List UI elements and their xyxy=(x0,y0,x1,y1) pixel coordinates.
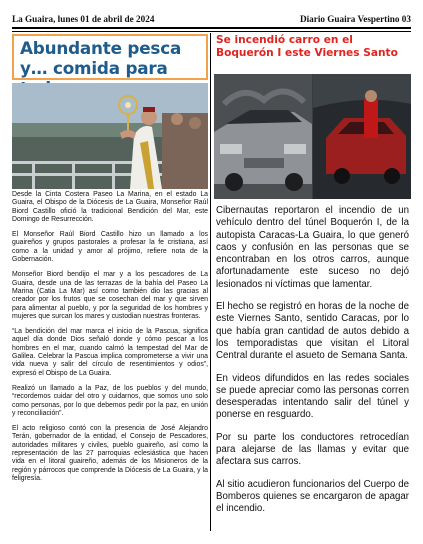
left-paragraph: El Monseñor Raúl Biord Castillo hizo un llamado a los guaireños y grupos pastorales a profesar la fe cristiana, así como a la unidad y amor al prójimo, refiere nota de la Gobernación. xyxy=(12,231,208,264)
left-paragraph: Desde la Cinta Costera Paseo La Marina, en el estado La Guaira, el Obispo de la Diócesis de La Guaira, Monseñor Raúl Biord Castillo ofició la tradicional Bendición del Mar, este Domingo de Resurrección. xyxy=(12,191,208,223)
bishop-blessing-photo xyxy=(12,83,208,189)
left-paragraph: “La bendición del mar marca el inicio de la Pascua, significa aquel día donde Dios señaló donde y cómo pescar a los hombres en el mar, cuando calmó la tempestad del Mar de Galilea. Celebrar la Pascua implica comprometerse a vivir una vida nueva y salir del círculo de resentimientos y odios”, expresó el Obispo de La Guaira. xyxy=(12,328,208,377)
top-rule xyxy=(12,27,411,29)
left-article-title: Abundante pesca y… comida para xyxy=(12,34,208,80)
column-divider xyxy=(210,33,211,531)
masthead-bar xyxy=(12,12,411,26)
left-article-body xyxy=(12,191,208,483)
right-article xyxy=(214,34,411,526)
left-article xyxy=(12,34,208,490)
dateline: La Guaira, lunes 01 de abril de 2024 xyxy=(12,14,155,24)
burned-car-photo xyxy=(214,74,411,199)
right-article-body xyxy=(214,205,411,516)
right-paragraph: Cibernautas reportaron el incendio de un vehículo dentro del túnel Boquerón I, de la autopista Caracas-La Guaira, lo que generó caos y confusión en las personas que se encontraban en los otros carros, aunque afortunadamente este suceso no dejó lesionados ni víctimas que lamentar. xyxy=(216,205,409,290)
left-paragraph: Realizó un llamado a la Paz, de los pueblos y del mundo, “recordemos cuidar del otro y cuidarnos, que somos uno solo como personas, por lo que debemos pedir por la paz, en unión y reconciliación”. xyxy=(12,384,208,417)
right-paragraph: Por su parte los conductores retrocedían para alejarse de las llamas y evitar que afectara sus carros. xyxy=(216,431,409,468)
right-paragraph: Al sitio acudieron funcionarios del Cuerpo de Bomberos quienes se encargaron de apagar el incendio. xyxy=(216,478,409,515)
left-paragraph: El acto religioso contó con la presencia de José Alejandro Terán, gobernador de la entidad, el Consejo de Pescadores, autoridades militares y civiles, pueblo guaireño, así como la representación de las 27 parroquias eclesiástica que hacen vida en el litoral guaireño, además de los Misioneros de la región y párrocos que comprende la Diócesis de La Guaira, y la feligresía. xyxy=(12,425,208,482)
right-article-title: Se incendió carro en el Boquerón I este Viernes Santo xyxy=(216,34,398,59)
burned-car-photo-icon xyxy=(214,74,411,199)
right-paragraph: El hecho se registró en horas de la noche de este Viernes Santo, sentido Caracas, por lo que había gran cantidad de autos debido a los temporadistas que visitan el Litoral Central durante el asueto de Semana Santa. xyxy=(216,301,409,362)
right-paragraph: En videos difundidos en las redes sociales se puede apreciar como las personas corren desesperadas intentando salir del túnel y ponerse en resguardo. xyxy=(216,372,409,421)
paper-name: Diario Guaira Vespertino 03 xyxy=(299,14,411,24)
left-paragraph: Monseñor Biord bendijo el mar y a los pescadores de La Guaira, desde una de las terrazas de la bahía del Paseo La Marina (Catia La Mar) así como también dio las gracias al creador por los frutos que se cosechan del mar y que sirven para alimentar al pueblo, y por la seguridad de los hombres y mujeres que surcan los mares y custodian nuestras fronteras. xyxy=(12,271,208,320)
bishop-blessing-photo-icon xyxy=(12,83,208,189)
top-rule-thin xyxy=(12,31,411,32)
